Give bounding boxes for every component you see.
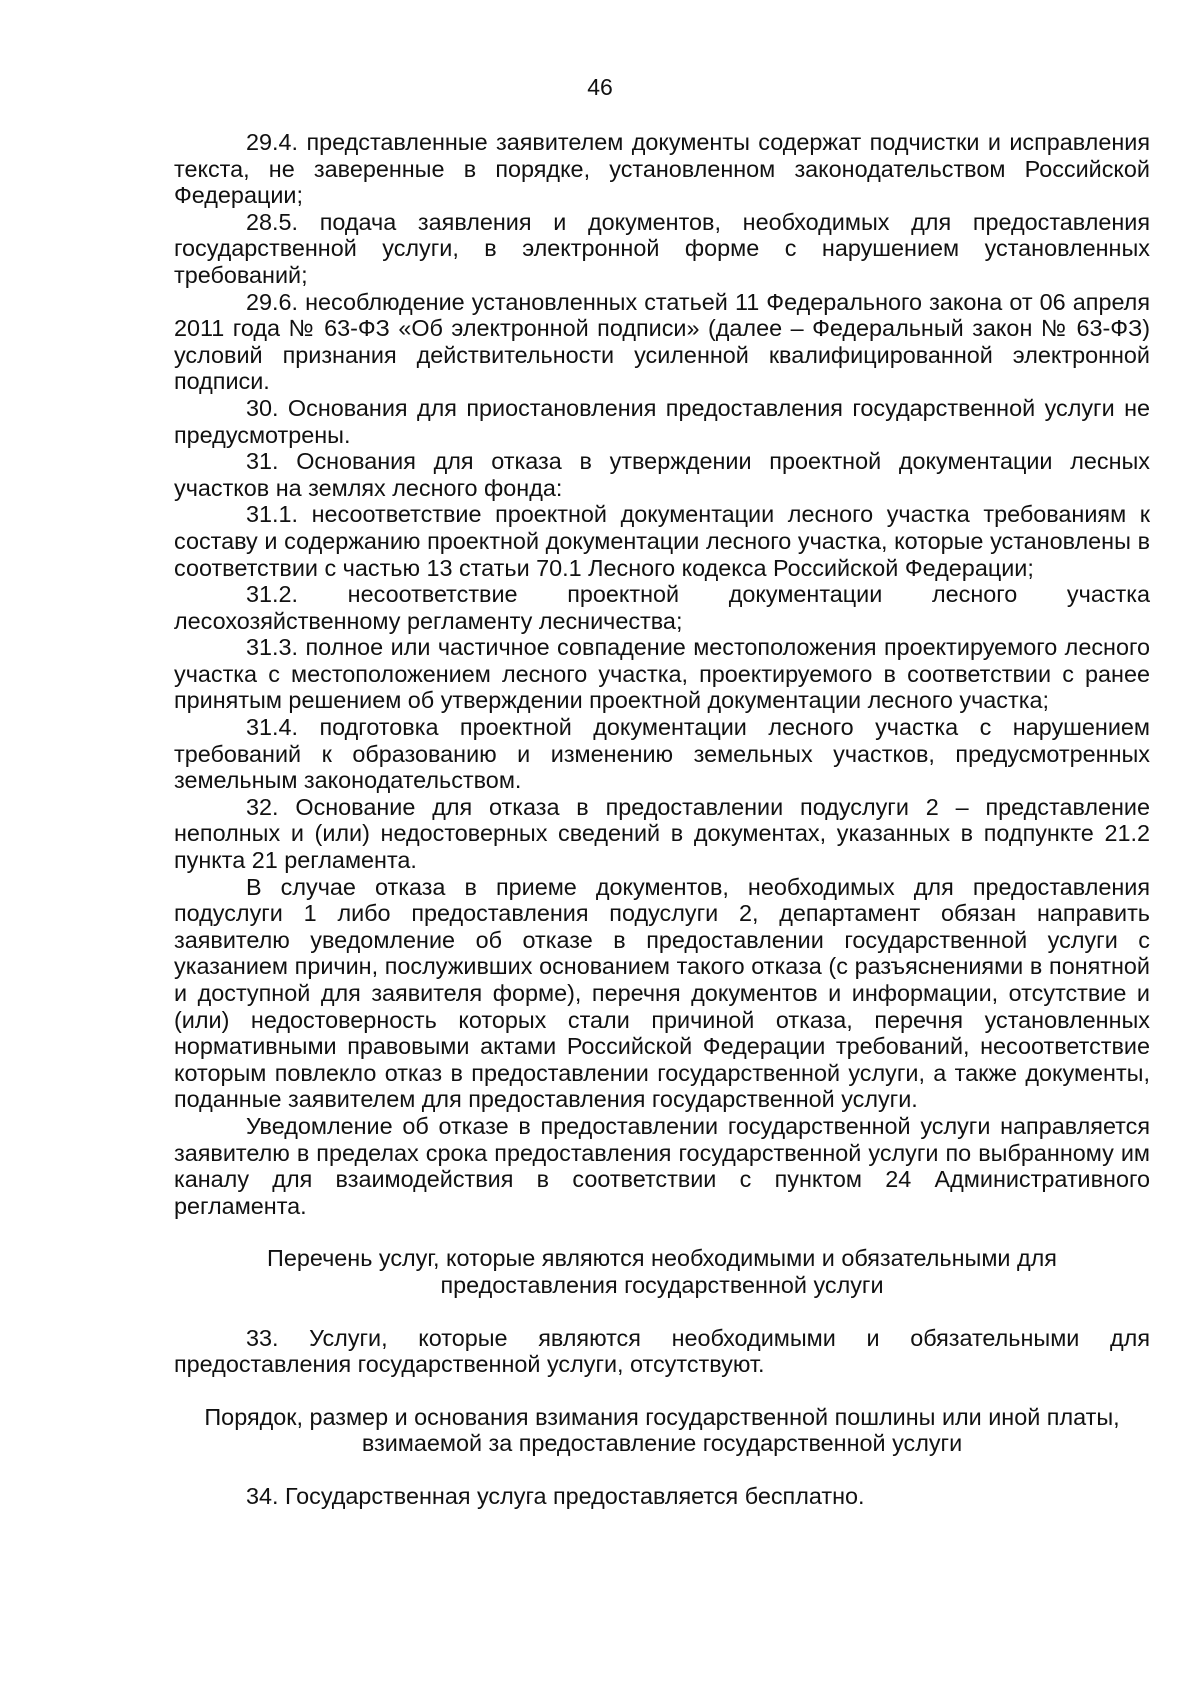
paragraph-32: 32. Основание для отказа в предоставлении подуслуги 2 – представление неполных и (или) недостоверных сведений в документах, указанных в подпункте 21.2 пункта 21 регламента. xyxy=(174,793,1150,874)
section-heading-line: Порядок, размер и основания взимания государственной пошлины или иной платы, xyxy=(204,1403,1120,1430)
paragraph-31-4: 31.4. подготовка проектной документации лесного участка с нарушением требований к образованию и изменению земельных участков, предусмотренных земельным законодательством. xyxy=(174,714,1150,794)
section-heading-line: предоставления государственной услуги xyxy=(440,1271,884,1298)
page-number: 46 xyxy=(587,74,613,100)
paragraph-31-2: 31.2. несоответствие проектной документации лесного участка лесохозяйственному регламенту лесничества; xyxy=(174,581,1150,634)
paragraph-notification: Уведомление об отказе в предоставлении государственной услуги направляется заявителю в пределах срока предоставления государственной услуги по выбранному им каналу для взаимодействия в соответствии с пунктом 24 Административного регламента. xyxy=(174,1112,1150,1219)
section-heading-line: взимаемой за предоставление государственной услуги xyxy=(361,1430,963,1457)
section-heading-state-fee xyxy=(174,1404,1150,1457)
paragraph-refusal-notice: В случае отказа в приеме документов, необходимых для предоставления подуслуги 1 либо предоставления подуслуги 2, департамент обязан направить заявителю уведомление об отказе в предоставлении государственной услуги с указанием причин, послуживших основанием такого отказа (с разъяснениями в понятной и доступной для заявителя форме), перечня документов и информации, отсутствие и (или) недостоверность которых стали причиной отказа, перечня установленных нормативными правовыми актами Российской Федерации требований, несоответствие которым повлекло отказ в предоставлении государственной услуги, а также документы, поданные заявителем для предоставления государственной услуги. xyxy=(174,873,1150,1113)
section-heading-required-services xyxy=(174,1245,1150,1298)
paragraph-30: 30. Основания для приостановления предоставления государственной услуги не предусмотрены. xyxy=(174,394,1150,448)
paragraph-34: 34. Государственная услуга предоставляется бесплатно. xyxy=(246,1482,865,1509)
paragraph-33: 33. Услуги, которые являются необходимыми и обязательными для предоставления государственной услуги, отсутствуют. xyxy=(174,1324,1150,1378)
paragraph-29-6: 29.6. несоблюдение установленных статьей 11 Федерального закона от 06 апреля 2011 года № 63-ФЗ «Об электронной подписи» (далее – Федеральный закон № 63-ФЗ) условий признания действительности усиленной квалифицированной электронной подписи. xyxy=(174,288,1150,395)
paragraph-29-4: 29.4. представленные заявителем документы содержат подчистки и исправления текста, не заверенные в порядке, установленном законодательством Российской Федерации; xyxy=(174,129,1150,209)
paragraph-28-5: 28.5. подача заявления и документов, необходимых для предоставления государственной услуги, в электронной форме с нарушением установленных требований; xyxy=(174,208,1150,288)
paragraph-31: 31. Основания для отказа в утверждении проектной документации лесных участков на землях лесного фонда: xyxy=(174,448,1150,501)
paragraph-31-1: 31.1. несоответствие проектной документации лесного участка требованиям к составу и содержанию проектной документации лесного участка, которые установлены в соответствии с частью 13 статьи 70.1 Лесного кодекса Российской Федерации; xyxy=(174,501,1150,581)
section-heading-line: Перечень услуг, которые являются необходимыми и обязательными для xyxy=(267,1245,1057,1272)
paragraph-31-3: 31.3. полное или частичное совпадение местоположения проектируемого лесного участка с местоположением лесного участка, проектируемого в соответствии с ранее принятым решением об утверждении проектной документации лесного участка; xyxy=(174,634,1150,714)
document-body xyxy=(174,129,1150,1510)
